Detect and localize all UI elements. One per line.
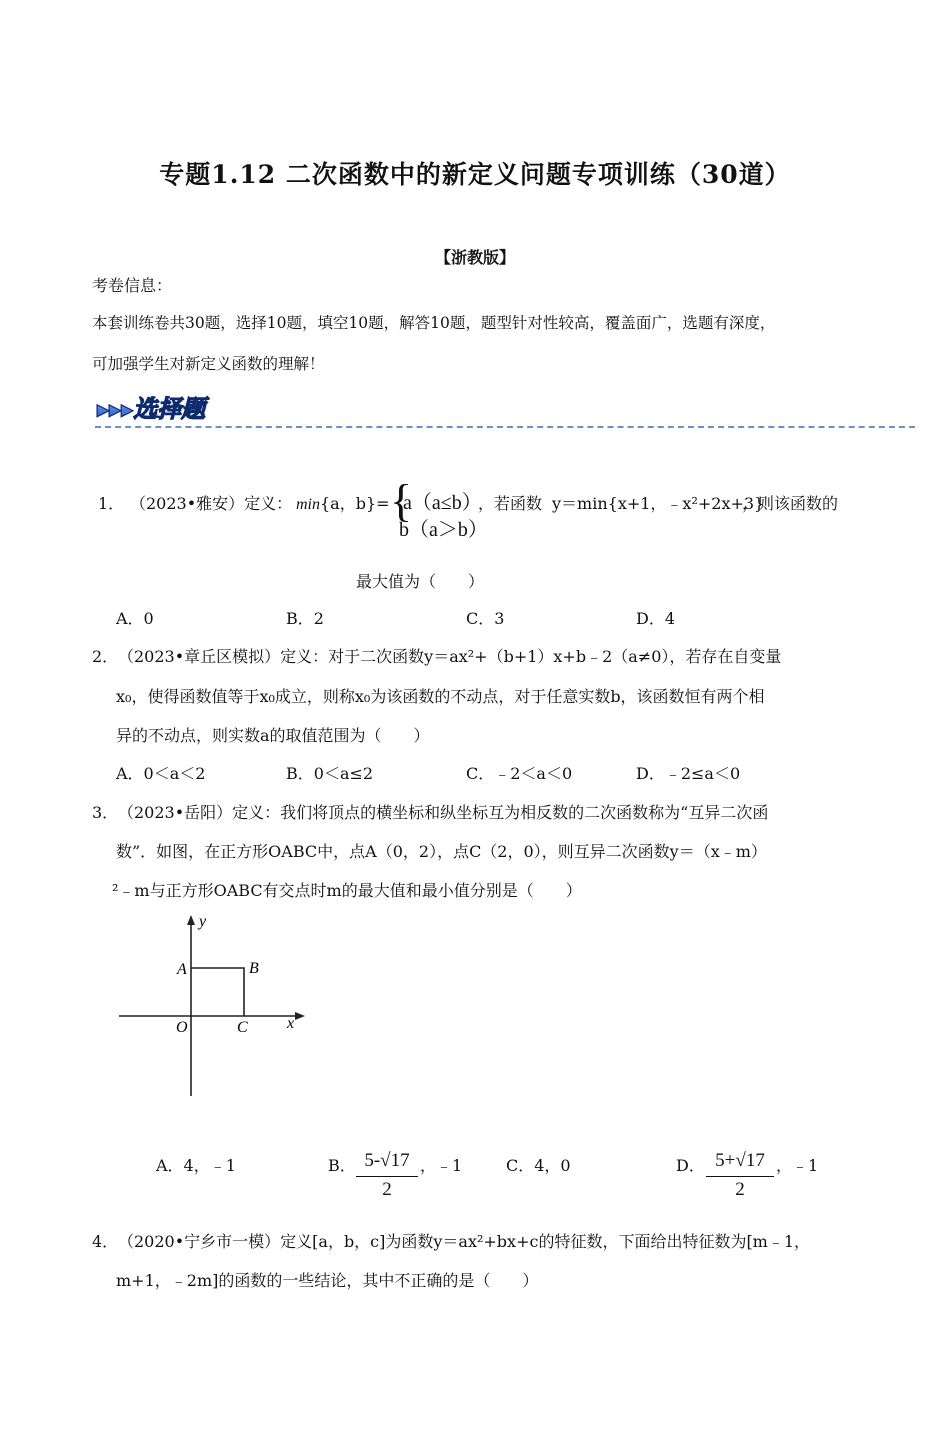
q1-case-1: a（a≤b） — [403, 492, 482, 514]
q1-choice-c: C．3 — [466, 609, 505, 628]
q1-choice-a: A．0 — [116, 609, 154, 628]
q3-choice-d-denominator: 2 — [735, 1179, 745, 1200]
q3-choice-c: C．4，0 — [506, 1156, 571, 1175]
q4-line-2: m+1，﹣2m]的函数的一些结论，其中不正确的是（ ） — [116, 1271, 539, 1290]
q3-choice-b-tail: ，﹣1 — [420, 1156, 463, 1175]
page-title: 专题1.12 二次函数中的新定义问题专项训练（30道） — [159, 160, 791, 189]
label-x: x — [287, 1015, 295, 1032]
q1-line-2: 最大值为（ ） — [356, 572, 485, 591]
q1-case-2: b（a＞b） — [399, 519, 488, 541]
q3-choice-b-denominator: 2 — [382, 1179, 392, 1200]
info-line-1: 本套训练卷共30题，选择10题，填空10题，解答10题，题型针对性较高，覆盖面广，选题有深度， — [92, 314, 776, 332]
q3-choice-d-fraction — [706, 1150, 774, 1201]
q2-line-1: （2023•章丘区模拟）定义：对于二次函数y＝ax²+（b+1）x+b﹣2（a≠0），若存在自变量 — [118, 647, 782, 666]
q4-line-1: （2020•宁乡市一模）定义[a，b，c]为函数y＝ax²+bx+c的特征数，下面给出特征数为[m﹣1， — [118, 1232, 811, 1251]
q3-line-1: （2023•岳阳）定义：我们将顶点的横坐标和纵坐标互为相反数的二次函数称为“互异二次函 — [118, 803, 769, 822]
q3-line-2: 数”．如图，在正方形OABC中，点A（0，2），点C（2，0），则互异二次函数y＝（x﹣m） — [116, 842, 767, 861]
label-c: C — [237, 1019, 248, 1036]
section-divider — [95, 426, 915, 428]
q1-choice-d: D．4 — [636, 609, 676, 628]
x-axis-arrow — [295, 1012, 305, 1020]
q1-function: y＝min{x+1，﹣x²+2x+3} — [552, 494, 765, 513]
q2-line-2: x₀，使得函数值等于x₀成立，则称x₀为该函数的不动点，对于任意实数b，该函数恒有两个相 — [116, 687, 765, 706]
q1-text-mid: ，若函数 — [478, 494, 543, 513]
q2-choice-b: B．0＜a≤2 — [286, 764, 374, 783]
y-axis-arrow — [187, 915, 195, 925]
q4-number: 4． — [92, 1232, 119, 1251]
q2-choice-d: D．﹣2≤a＜0 — [636, 764, 741, 783]
q1-text-end: ，则该函数的 — [742, 494, 839, 513]
label-o: O — [176, 1019, 188, 1036]
q1-source: （2023•雅安）定义： — [130, 494, 293, 513]
label-a: A — [177, 961, 187, 978]
section-banner — [95, 390, 255, 424]
q1-brace: { — [390, 475, 413, 526]
info-line-2: 可加强学生对新定义函数的理解！ — [92, 355, 325, 373]
q3-choice-a: A．4，﹣1 — [156, 1156, 236, 1175]
q3-choice-b-numerator: 5-√17 — [356, 1150, 418, 1177]
label-y: y — [199, 913, 207, 930]
q3-line-3: ²﹣m与正方形OABC有交点时m的最大值和最小值分别是（ ） — [112, 881, 582, 900]
q3-choice-d-numerator: 5+√17 — [706, 1150, 774, 1177]
q1-def — [296, 491, 390, 514]
q1-def-args: {a，b} — [320, 494, 377, 513]
section-banner-art — [95, 390, 255, 424]
q1-def-eq: = — [376, 494, 390, 513]
edition-label: 【浙教版】 — [434, 248, 515, 267]
q1-number: 1． — [98, 494, 125, 513]
q3-choice-d-label: D． — [676, 1156, 705, 1175]
q1-def-name: min — [296, 496, 320, 513]
q3-choice-b-fraction — [356, 1150, 418, 1201]
q3-figure — [115, 910, 310, 1100]
q3-choice-d-tail: ，﹣1 — [776, 1156, 819, 1175]
square-oabc — [191, 968, 244, 1016]
q2-choice-a: A．0＜a＜2 — [116, 764, 206, 783]
q3-number: 3． — [92, 803, 119, 822]
q1-choice-b: B．2 — [286, 609, 324, 628]
q3-choice-b-label: B． — [328, 1156, 356, 1175]
label-b: B — [249, 960, 259, 977]
section-banner-text: ▸▸▸选择题 — [97, 395, 206, 423]
q2-number: 2． — [92, 647, 119, 666]
q2-line-3: 异的不动点，则实数a的取值范围为（ ） — [116, 726, 430, 745]
info-label: 考卷信息： — [92, 276, 173, 295]
q2-choice-c: C．﹣2＜a＜0 — [466, 764, 573, 783]
